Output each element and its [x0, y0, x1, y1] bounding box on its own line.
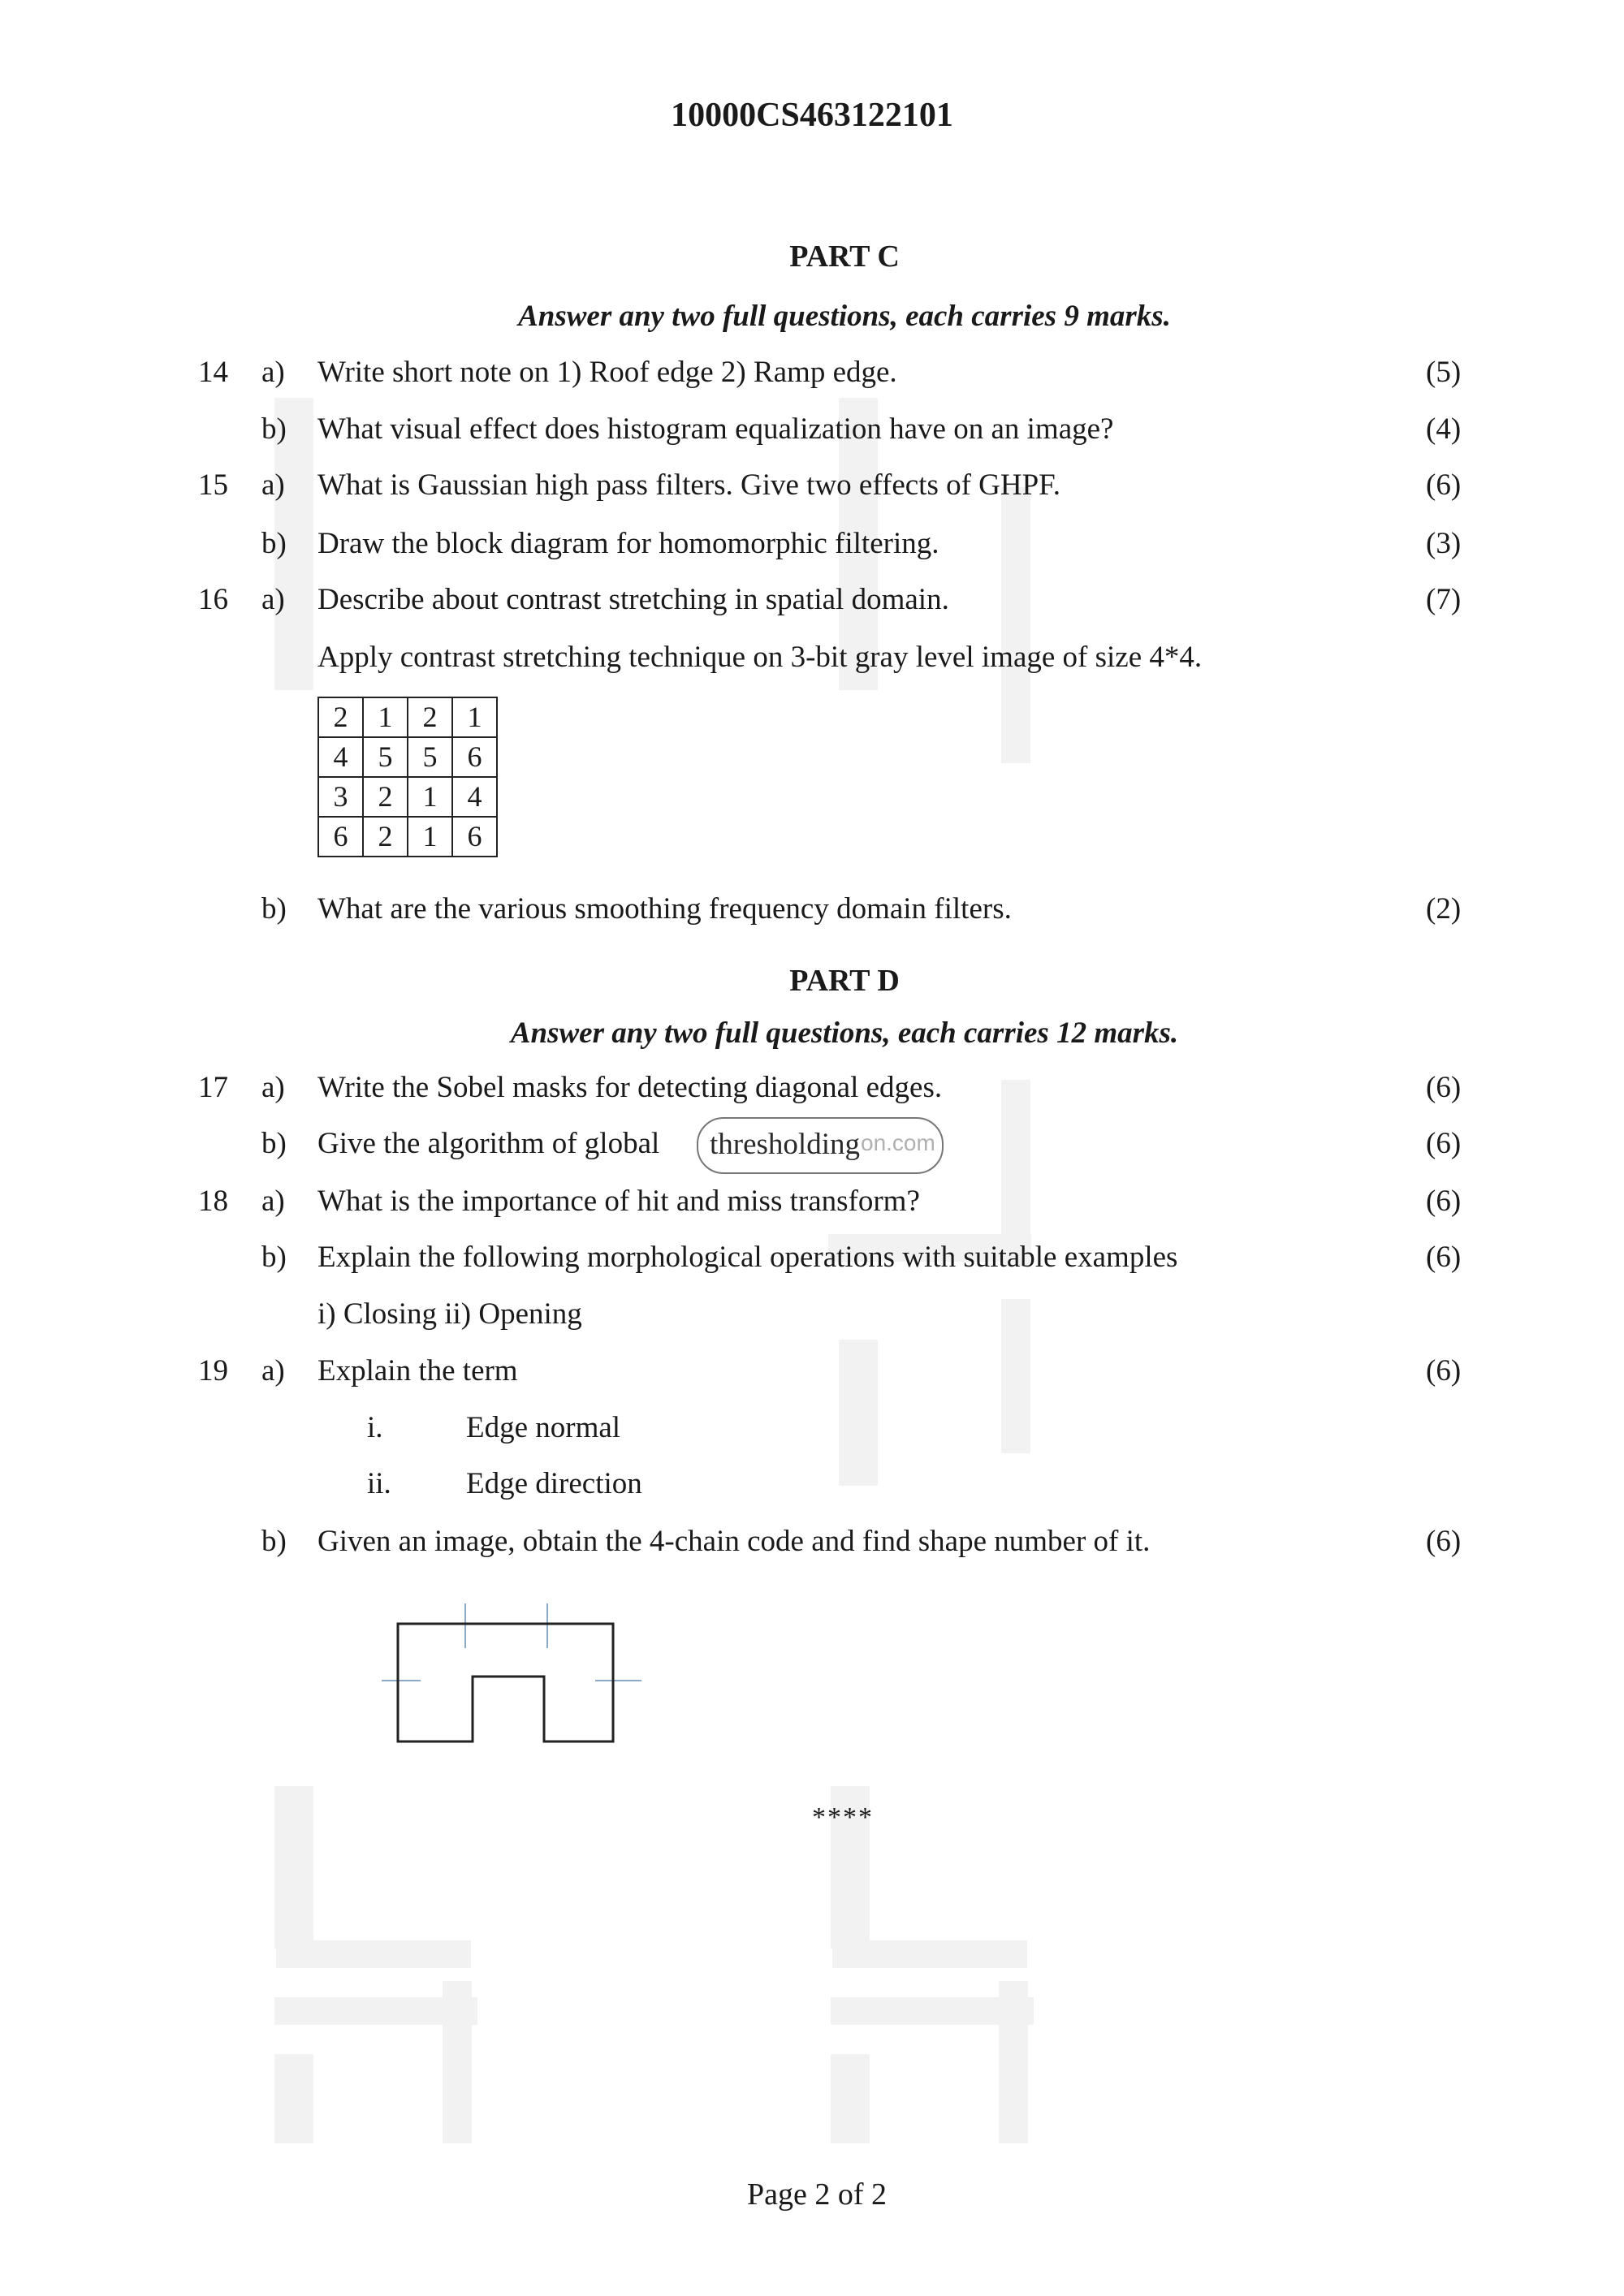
marks: (3): [1426, 527, 1462, 560]
table-cell: 3: [318, 777, 363, 817]
subpart-label: b): [261, 412, 287, 446]
table-cell: 1: [363, 697, 408, 737]
table-cell: 6: [452, 817, 497, 857]
gray-level-image-table: [317, 697, 498, 857]
table-cell: 6: [452, 737, 497, 777]
marks: (4): [1426, 412, 1462, 446]
table-cell: 5: [363, 737, 408, 777]
end-marker: ****: [812, 1802, 874, 1832]
question-text: What visual effect does histogram equalization have on an image?: [317, 412, 1114, 446]
question-number: 17: [198, 1071, 228, 1104]
list-item: Edge direction: [466, 1467, 642, 1500]
subpart-label: a): [261, 583, 285, 616]
question-text: What are the various smoothing frequency domain filters.: [317, 892, 1012, 926]
table-row: [318, 817, 497, 857]
question-number: 16: [198, 583, 228, 616]
watermark-stamp: [697, 1117, 944, 1174]
table-cell: 2: [363, 817, 408, 857]
question-text: Describe about contrast stretching in spatial domain.: [317, 583, 949, 616]
table-cell: 1: [452, 697, 497, 737]
marks: (5): [1426, 356, 1462, 389]
table-row: [318, 777, 497, 817]
subpart-label: a): [261, 468, 285, 502]
question-number: 14: [198, 356, 228, 389]
subpart-label: b): [261, 1525, 287, 1558]
question-text: Write the Sobel masks for detecting diagonal edges.: [317, 1071, 943, 1104]
list-item-number: ii.: [367, 1467, 391, 1500]
subpart-label: b): [261, 892, 287, 926]
question-number: 18: [198, 1185, 228, 1218]
table-cell: 6: [318, 817, 363, 857]
table-cell: 2: [318, 697, 363, 737]
paper-code: 10000CS463122101: [671, 97, 953, 134]
question-text-continued: Apply contrast stretching technique on 3-bit gray level image of size 4*4.: [317, 641, 1203, 674]
table-cell: 1: [408, 777, 452, 817]
question-number: 19: [198, 1354, 228, 1388]
list-item-number: i.: [367, 1411, 383, 1444]
marks: (6): [1426, 1525, 1462, 1558]
subpart-label: b): [261, 1241, 287, 1274]
table-row: [318, 737, 497, 777]
subpart-label: b): [261, 527, 287, 560]
marks: (6): [1426, 1185, 1462, 1218]
question-text: Give the algorithm of global: [317, 1127, 660, 1160]
stamped-word: thresholding: [710, 1128, 860, 1161]
subpart-label: a): [261, 1354, 285, 1388]
marks: (6): [1426, 1354, 1462, 1388]
table-cell: 2: [363, 777, 408, 817]
subpart-label: a): [261, 1071, 285, 1104]
question-number: 15: [198, 468, 228, 502]
marks: (6): [1426, 1127, 1462, 1160]
stamp-watermark-text: on.com: [861, 1130, 935, 1155]
marks: (7): [1426, 583, 1462, 616]
chain-code-shape-figure: [374, 1591, 666, 1754]
table-row: [318, 697, 497, 737]
part-d-instruction: Answer any two full questions, each carries 12 marks.: [510, 1016, 1179, 1050]
question-text: What is Gaussian high pass filters. Give two effects of GHPF.: [317, 468, 1061, 502]
marks: (6): [1426, 468, 1462, 502]
marks: (2): [1426, 892, 1462, 926]
question-text: Given an image, obtain the 4-chain code and find shape number of it.: [317, 1525, 1151, 1558]
part-d-title: PART D: [789, 964, 900, 998]
list-item: Edge normal: [466, 1411, 621, 1444]
question-text-continued: i) Closing ii) Opening: [317, 1297, 582, 1331]
question-text: What is the importance of hit and miss transform?: [317, 1185, 920, 1218]
question-text: Draw the block diagram for homomorphic filtering.: [317, 527, 939, 560]
table-cell: 2: [408, 697, 452, 737]
question-text: Explain the term: [317, 1354, 518, 1388]
table-cell: 5: [408, 737, 452, 777]
subpart-label: a): [261, 356, 285, 389]
part-c-title: PART C: [789, 240, 900, 274]
question-text: Write short note on 1) Roof edge 2) Ramp edge.: [317, 356, 897, 389]
marks: (6): [1426, 1241, 1462, 1274]
table-cell: 1: [408, 817, 452, 857]
table-cell: 4: [318, 737, 363, 777]
question-text: Explain the following morphological operations with suitable examples: [317, 1241, 1178, 1274]
subpart-label: a): [261, 1185, 285, 1218]
subpart-label: b): [261, 1127, 287, 1160]
part-c-instruction: Answer any two full questions, each carries 9 marks.: [518, 300, 1171, 333]
marks: (6): [1426, 1071, 1462, 1104]
page-number: Page 2 of 2: [746, 2177, 888, 2212]
table-cell: 4: [452, 777, 497, 817]
